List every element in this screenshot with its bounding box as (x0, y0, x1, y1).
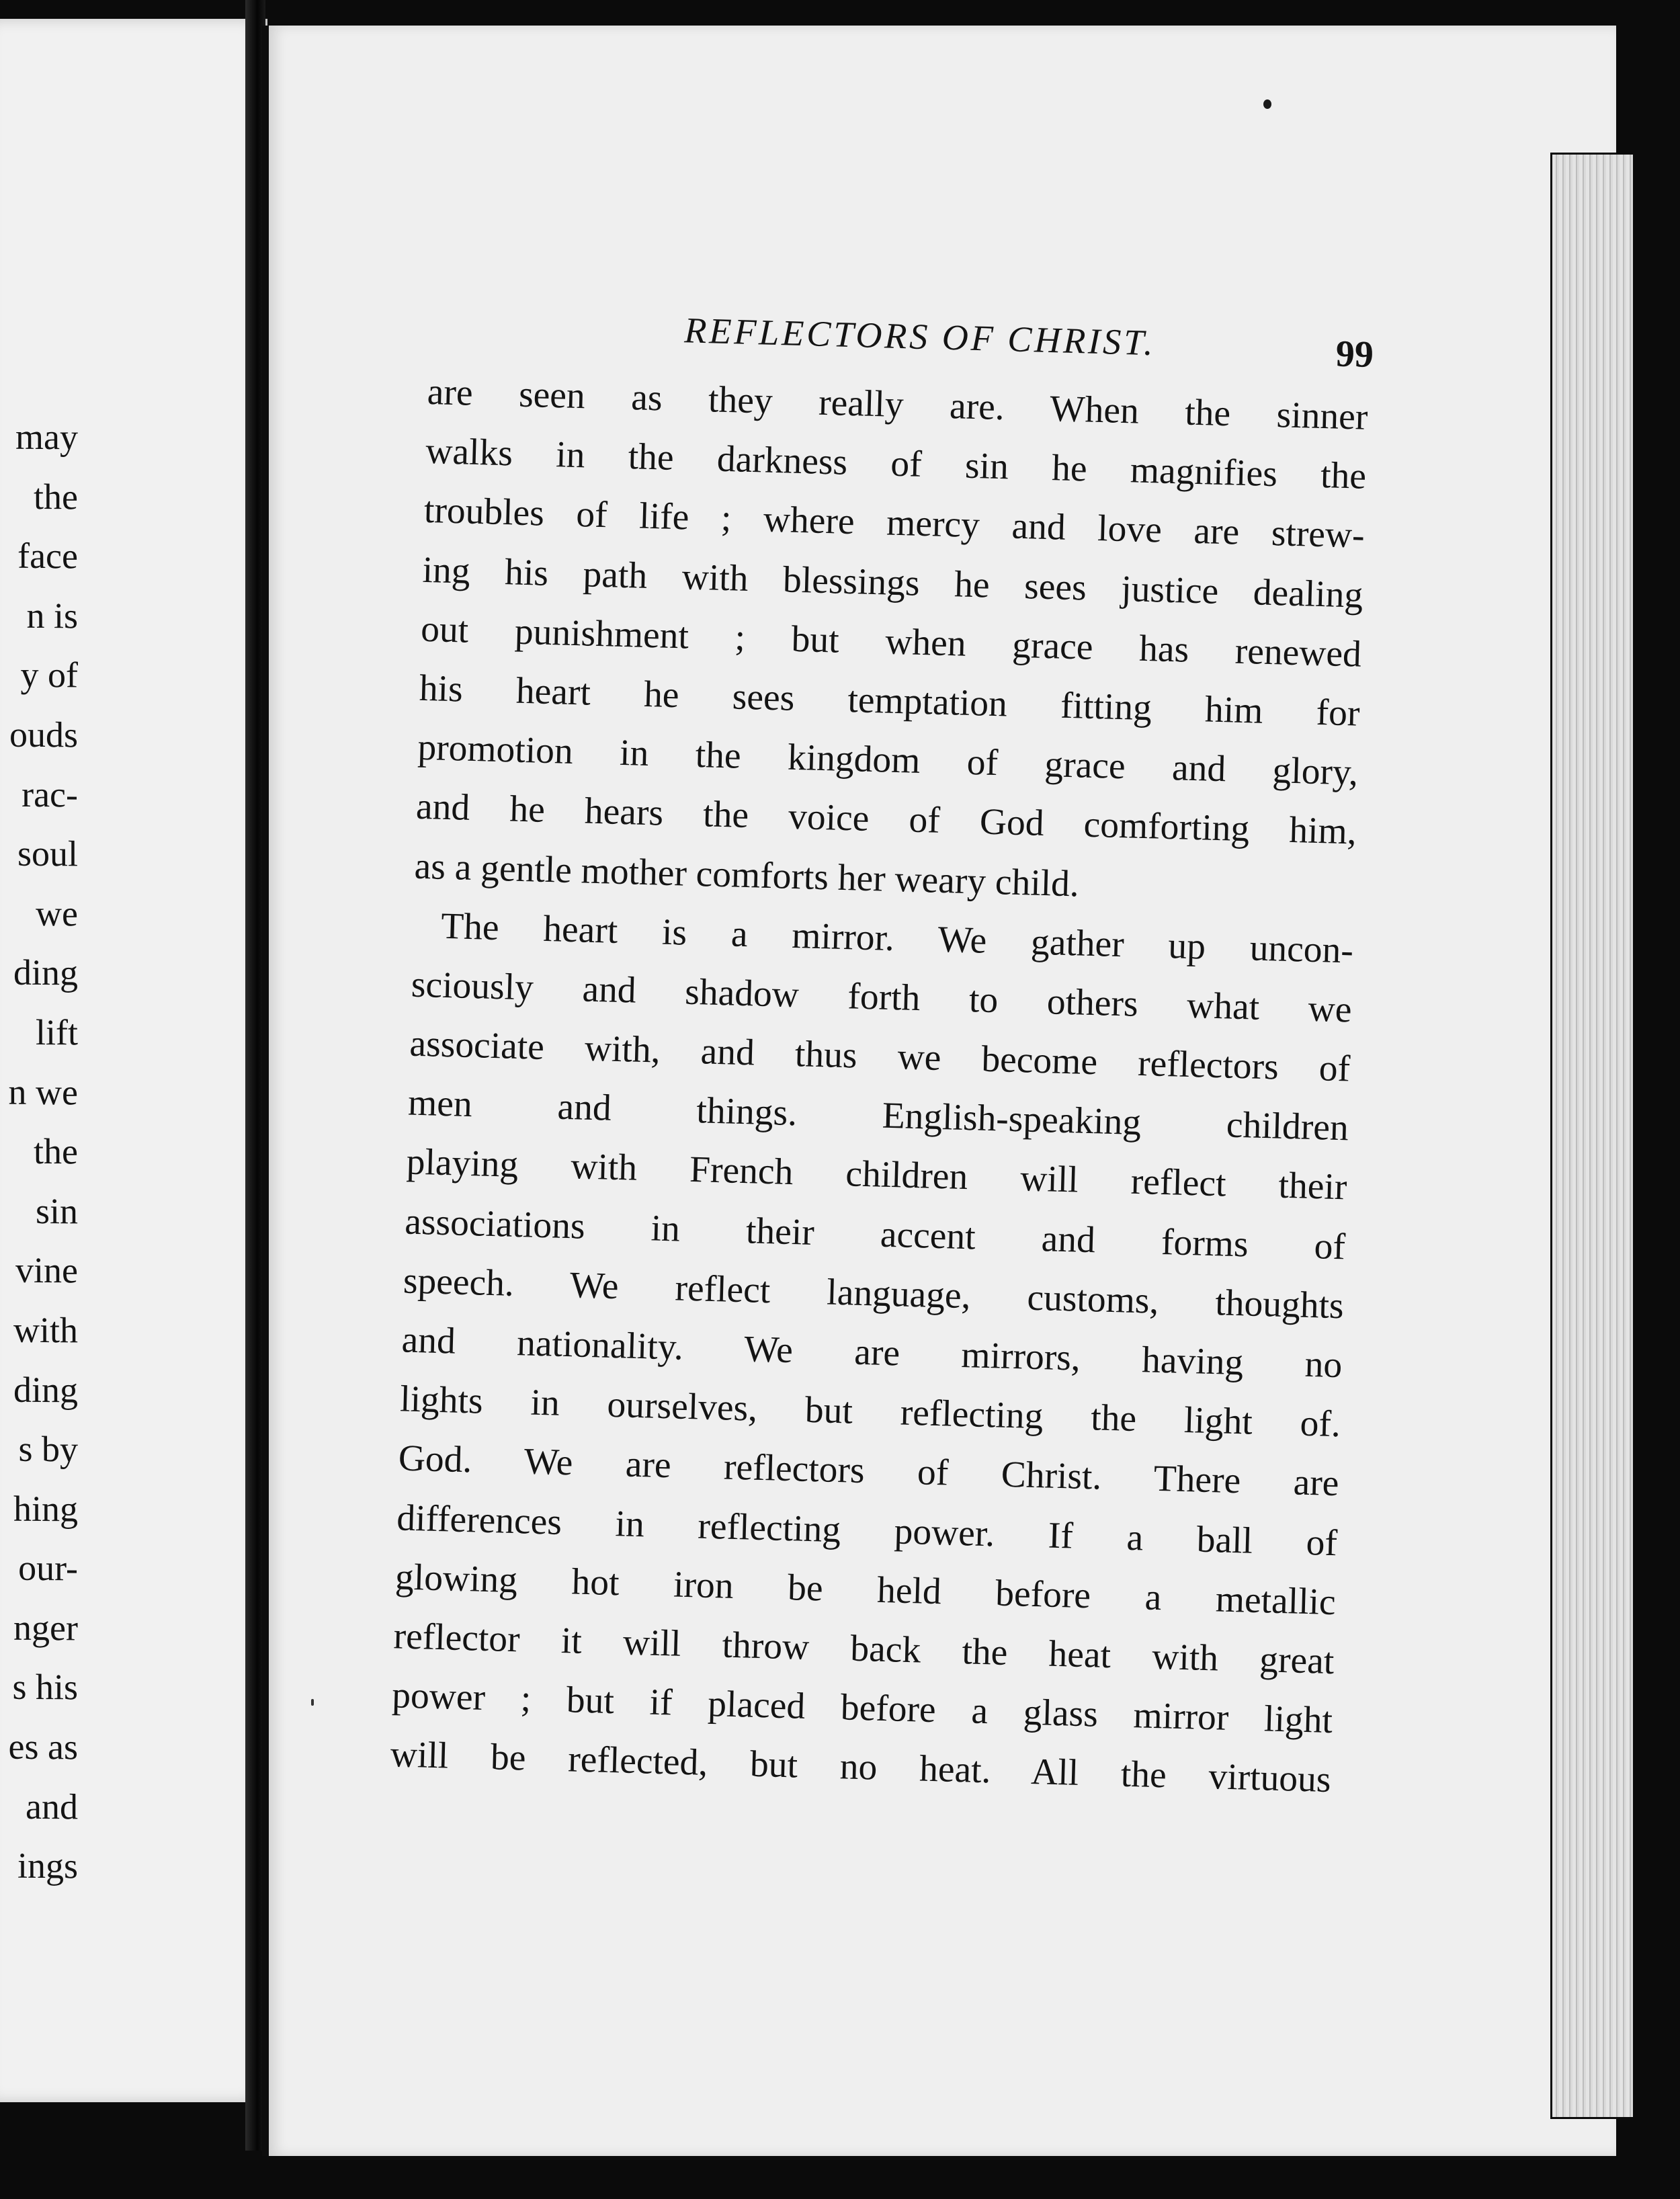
left-page-line: n is (26, 595, 78, 636)
text-line: God. We are reflectors of Christ. There are (398, 1438, 1340, 1505)
running-title: REFLECTORS OF CHRIST. (683, 310, 1157, 364)
text-line: men and things. English-speaking children (407, 1082, 1349, 1149)
text-line: will be reflected, but no heat. All the virtuous (390, 1734, 1332, 1801)
left-page-line: y of (20, 655, 78, 696)
page-edge-stack (1552, 155, 1633, 2117)
left-page-line: may (15, 416, 78, 458)
text-line: glowing hot iron be held before a metallic (394, 1557, 1337, 1623)
text-line: lights in ourselves, but reflecting the light of. (399, 1378, 1341, 1446)
left-page-line: and (26, 1786, 78, 1827)
left-page-line: ings (17, 1845, 78, 1886)
text-line: ing his path with blessings he sees justice dealing (421, 549, 1364, 616)
left-page-line: face (17, 535, 78, 577)
left-page-line: soul (17, 833, 78, 874)
left-page-line: lift (36, 1011, 78, 1053)
text-line: associate with, and thus we become reflectors of (409, 1023, 1351, 1090)
left-page-line-fragments (0, 407, 78, 1896)
text-line: speech. We reflect language, customs, thoughts (403, 1260, 1345, 1327)
text-line: and he hears the voice of God comforting him, (415, 786, 1357, 853)
left-page-line: ouds (9, 714, 78, 755)
left-page-line: the (34, 476, 78, 517)
text-line: playing with French children will reflect their (406, 1141, 1348, 1208)
text-line: associations in their accent and forms of (404, 1201, 1346, 1268)
left-page-line: ding (13, 1369, 78, 1410)
left-page-line: with (13, 1309, 78, 1351)
text-line: his heart he sees temptation fitting him for (419, 667, 1361, 735)
left-page-line: we (36, 893, 78, 934)
text-line: The heart is a mirror. We gather up uncon- (440, 905, 1354, 972)
left-page-line: the (34, 1131, 78, 1172)
left-page-line: vine (15, 1250, 78, 1291)
margin-mark (311, 1699, 314, 1706)
paragraph-1 (414, 363, 1369, 921)
text-line: as a gentle mother comforts her weary child. (413, 845, 1080, 905)
left-page-line: hing (13, 1488, 78, 1530)
left-page-line: ding (13, 952, 78, 993)
left-page-line: n we (8, 1071, 78, 1112)
text-line: reflector it will throw back the heat with great (392, 1616, 1335, 1683)
text-line: sciously and shadow forth to others what we (411, 964, 1353, 1031)
left-page-line: s by (18, 1428, 78, 1470)
page-text-block (390, 289, 1374, 1811)
text-line: differences in reflecting power. If a ball of (396, 1497, 1338, 1564)
text-line: out punishment ; but when grace has renewed (420, 608, 1362, 675)
ink-speck (1263, 99, 1271, 109)
text-line: troubles of life ; where mercy and love are strew- (423, 490, 1366, 557)
text-line: walks in the darkness of sin he magnifies the (425, 431, 1367, 497)
text-line: promotion in the kingdom of grace and glory, (417, 727, 1359, 794)
left-page-line: rac- (22, 774, 78, 815)
text-line: and nationality. We are mirrors, having no (401, 1319, 1343, 1386)
paragraph-2 (390, 896, 1354, 1810)
left-page-line: our- (18, 1548, 78, 1589)
text-line: power ; but if placed before a glass mirror light (391, 1675, 1333, 1742)
left-page-line: es as (8, 1726, 78, 1768)
left-page-line: sin (35, 1190, 78, 1232)
left-page-line: s his (12, 1667, 78, 1708)
left-page (0, 19, 267, 2102)
left-page-line: nger (13, 1607, 78, 1649)
page-number: 99 (1335, 333, 1374, 376)
text-line: are seen as they really are. When the sinner (427, 371, 1369, 438)
